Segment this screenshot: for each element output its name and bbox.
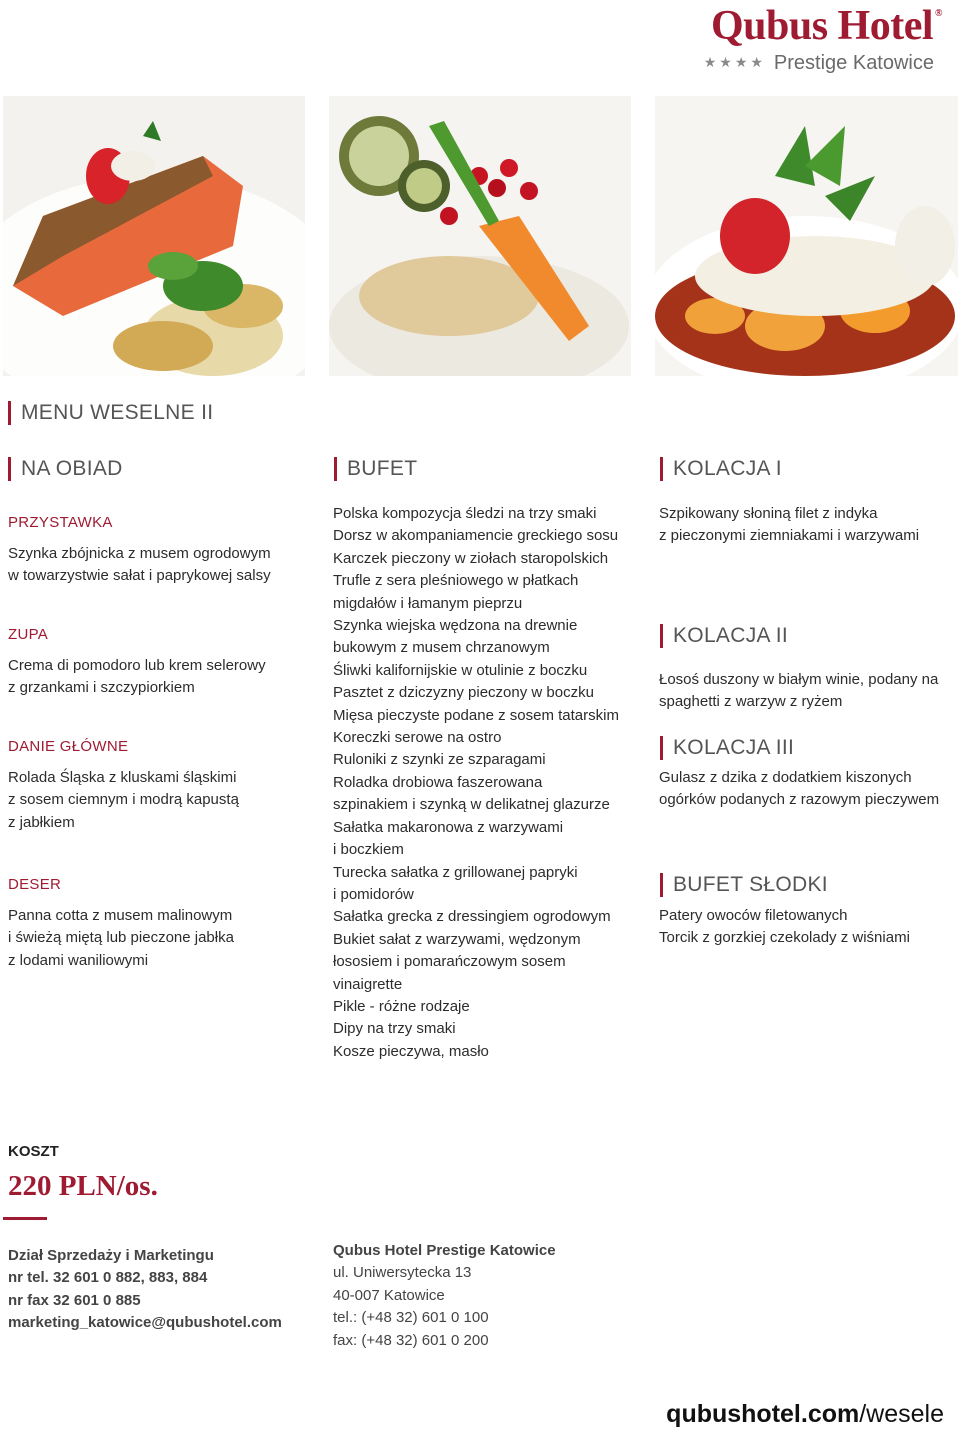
kolacja-1-heading: KOLACJA I	[660, 457, 782, 481]
bufet-item: Karczek pieczony w ziołach staropolskich	[333, 549, 609, 567]
menu-line: Crema di pomodoro lub krem selerowy	[8, 657, 266, 674]
bufet-item: łososiem i pomarańczowym sosem	[333, 953, 566, 971]
bufet-slodki-heading: BUFET SŁODKI	[660, 873, 828, 897]
fish-vegetables-risotto-photo	[329, 96, 631, 376]
danie-glowne-title: DANIE GŁÓWNE	[8, 738, 129, 755]
bufet-item: i boczkiem	[333, 841, 404, 859]
sales-phone: nr tel. 32 601 0 882, 883, 884	[8, 1269, 208, 1287]
hotel-phone: tel.: (+48 32) 601 0 100	[333, 1309, 489, 1327]
menu-line: Szynka zbójnicka z musem ogrodowym	[8, 545, 271, 562]
bufet-item: Roladka drobiowa faszerowana	[333, 773, 543, 791]
hotel-address	[333, 1240, 556, 1352]
menu-line: z lodami waniliowymi	[8, 951, 149, 969]
sales-contact	[8, 1245, 282, 1335]
menu-line: Rolada Śląska z kluskami śląskimi	[8, 769, 237, 786]
bufet-item: Pikle - różne rodzaje	[333, 997, 470, 1015]
bufet-item: Pasztet z dziczyzny pieczony w boczku	[333, 684, 594, 702]
kolacja-3-heading: KOLACJA III	[660, 736, 794, 760]
zupa-title: ZUPA	[8, 626, 49, 643]
hotel-name: Qubus Hotel Prestige Katowice	[333, 1242, 556, 1259]
kolacja-2-heading: KOLACJA II	[660, 624, 788, 648]
bufet-item: Ruloniki z szynki ze szparagami	[333, 751, 546, 769]
logo-subtitle	[704, 52, 934, 75]
menu-line: Panna cotta z musem malinowym	[8, 907, 233, 924]
cost-value: 220 PLN/os.	[8, 1170, 158, 1202]
menu-line: Gulasz z dzika z dodatkiem kiszonych	[659, 769, 912, 786]
bufet-item: Dipy na trzy smaki	[333, 1020, 456, 1038]
bufet-item: vinaigrette	[333, 975, 403, 993]
bufet-item: Turecka sałatka z grillowanej papryki	[333, 863, 578, 881]
logo-location: Prestige Katowice	[773, 52, 934, 74]
bufet-item: i pomidorów	[333, 885, 414, 903]
kolacja-1-text	[659, 503, 919, 548]
url-path: /wesele	[859, 1400, 944, 1428]
bufet-item: Bukiet sałat z warzywami, wędzonym	[333, 930, 581, 948]
website-link[interactable]	[666, 1400, 944, 1429]
menu-title: MENU WESELNE II	[8, 401, 213, 425]
bufet-heading: BUFET	[334, 457, 417, 481]
hotel-logo	[711, 2, 942, 50]
menu-line: z jabłkiem	[8, 813, 75, 831]
menu-line: z sosem ciemnym i modrą kapustą	[8, 791, 239, 809]
bufet-item: Szynka wiejska wędzona na drewnie	[333, 617, 578, 635]
cost-label: KOSZT	[8, 1143, 59, 1160]
bufet-item: Dorsz w akompaniamencie greckiego sosu	[333, 527, 619, 545]
bufet-item: bukowym z musem chrzanowym	[333, 639, 550, 657]
bufet-slodki-text	[659, 905, 910, 950]
stars-icon: ★★★★	[703, 54, 766, 70]
strawberry-dessert-photo	[655, 96, 958, 376]
menu-line: i świeżą miętą lub pieczone jabłka	[8, 929, 234, 947]
menu-line: Torcik z gorzkiej czekolady z wiśniami	[659, 929, 910, 947]
bufet-item: migdałów i łamanym pieprzu	[333, 594, 523, 612]
divider	[3, 1217, 47, 1220]
bufet-item: Polska kompozycja śledzi na trzy smaki	[333, 505, 597, 522]
bufet-item: Sałatka grecka z dressingiem ogrodowym	[333, 908, 611, 926]
bufet-item: Trufle z sera pleśniowego w płatkach	[333, 572, 579, 590]
bufet-list	[333, 503, 619, 1063]
menu-line: z pieczonymi ziemniakami i warzywami	[659, 527, 920, 545]
hotel-city: 40-007 Katowice	[333, 1286, 445, 1304]
sales-email[interactable]: marketing_katowice@qubushotel.com	[8, 1314, 282, 1332]
menu-line: Szpikowany słoniną filet z indyka	[659, 505, 878, 522]
obiad-heading: NA OBIAD	[8, 457, 123, 481]
deser-text	[8, 905, 234, 972]
menu-line: z grzankami i szczypiorkiem	[8, 679, 195, 697]
sales-department: Dział Sprzedaży i Marketingu	[8, 1247, 214, 1264]
sales-fax: nr fax 32 601 0 885	[8, 1291, 141, 1309]
bufet-item: Śliwki kalifornijskie w otulinie z boczku	[333, 661, 588, 679]
hotel-street: ul. Uniwersytecka 13	[333, 1264, 472, 1282]
kolacja-2-text	[659, 669, 938, 714]
danie-glowne-text	[8, 767, 239, 834]
bufet-item: szpinakiem i szynką w delikatnej glazurze	[333, 796, 610, 814]
menu-line: Patery owoców filetowanych	[659, 907, 848, 924]
bufet-item: Koreczki serowe na ostro	[333, 729, 502, 747]
logo-name: Qubus Hotel	[710, 3, 934, 49]
salmon-dish-photo	[3, 96, 305, 376]
kolacja-3-text	[659, 767, 939, 812]
bufet-item: Mięsa pieczyste podane z sosem tatarskim	[333, 706, 619, 724]
url-domain: qubushotel.com	[666, 1400, 860, 1428]
hotel-fax: fax: (+48 32) 601 0 200	[333, 1331, 489, 1349]
menu-line: spaghetti z warzyw z ryżem	[659, 693, 843, 711]
menu-line: Łosoś duszony w białym winie, podany na	[659, 671, 939, 688]
logo-registered-mark: ®	[935, 8, 942, 19]
deser-title: DESER	[8, 876, 62, 893]
menu-line: w towarzystwie sałat i paprykowej salsy	[8, 567, 271, 585]
przystawka-text	[8, 543, 271, 588]
przystawka-title: PRZYSTAWKA	[8, 514, 113, 531]
bufet-item: Sałatka makaronowa z warzywami	[333, 818, 564, 836]
menu-line: ogórków podanych z razowym pieczywem	[659, 791, 940, 809]
zupa-text	[8, 655, 266, 700]
bufet-item: Kosze pieczywa, masło	[333, 1042, 489, 1060]
